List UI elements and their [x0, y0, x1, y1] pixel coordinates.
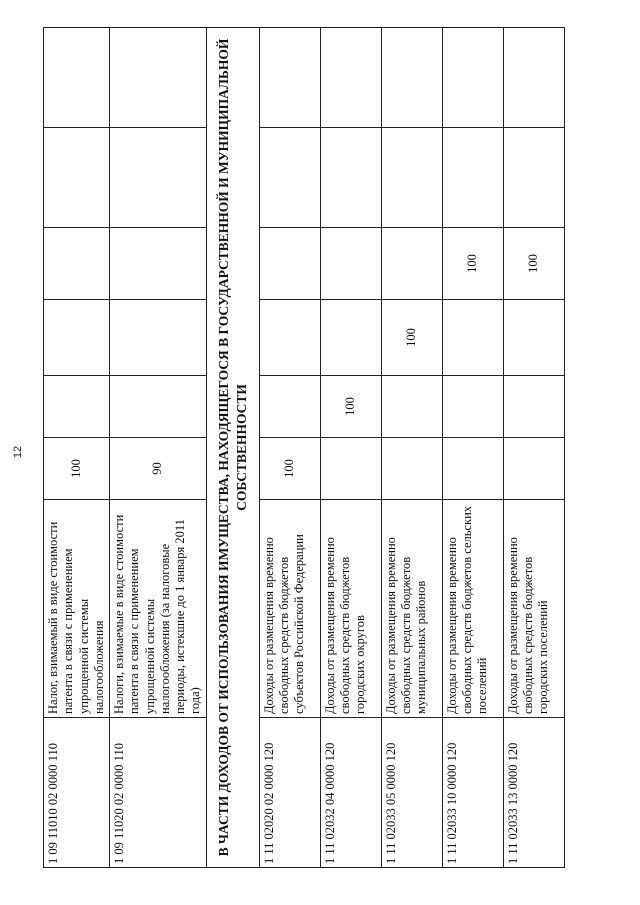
table-row: [44, 28, 110, 868]
value-cell: [110, 128, 207, 228]
value-cell: 100: [503, 228, 564, 300]
value-cell: [442, 438, 503, 500]
table-row: [259, 28, 320, 868]
value-cell: [320, 28, 381, 128]
kbk-code: 1 11 02033 10 0000 120: [442, 718, 503, 868]
value-cell: [44, 128, 110, 228]
kbk-code: 1 11 02020 02 0000 120: [259, 718, 320, 868]
kbk-code: 1 11 02033 05 0000 120: [381, 718, 442, 868]
value-cell: [503, 28, 564, 128]
table-row: [503, 28, 564, 868]
value-cell: 100: [259, 438, 320, 500]
value-cell: [320, 300, 381, 376]
value-cell: 90: [110, 438, 207, 500]
value-cell: [110, 300, 207, 376]
value-cell: [442, 128, 503, 228]
value-cell: [259, 300, 320, 376]
table-row: [442, 28, 503, 868]
revenue-name: Доходы от размещения временно свободных средств бюджетов субъектов Российской Федерации: [259, 500, 320, 718]
value-cell: [503, 300, 564, 376]
value-cell: [110, 228, 207, 300]
revenue-name: Доходы от размещения временно свободных средств бюджетов городских округов: [320, 500, 381, 718]
value-cell: [320, 228, 381, 300]
page-number: 12: [12, 445, 25, 459]
value-cell: [259, 28, 320, 128]
value-cell: [320, 438, 381, 500]
value-cell: [503, 376, 564, 438]
value-cell: [110, 28, 207, 128]
value-cell: [503, 128, 564, 228]
kbk-code: 1 09 11020 02 0000 110: [110, 718, 207, 868]
value-cell: [259, 228, 320, 300]
value-cell: [44, 28, 110, 128]
value-cell: [503, 438, 564, 500]
revenue-name: Доходы от размещения временно свободных средств бюджетов сельских поселений: [442, 500, 503, 718]
section-heading-row: [206, 28, 259, 868]
section-heading: В ЧАСТИ ДОХОДОВ ОТ ИСПОЛЬЗОВАНИЯ ИМУЩЕСТВА, НАХОДЯЩЕГОСЯ В ГОСУДАРСТВЕННОЙ И МУНИЦИПАЛЬНОЙ СОБСТВЕННОСТИ: [206, 28, 259, 868]
value-cell: [381, 28, 442, 128]
revenue-distribution-table: [43, 27, 565, 868]
value-cell: [110, 376, 207, 438]
revenue-name: Доходы от размещения временно свободных средств бюджетов муниципальных районов: [381, 500, 442, 718]
value-cell: [442, 300, 503, 376]
value-cell: [320, 128, 381, 228]
kbk-code: 1 11 02032 04 0000 120: [320, 718, 381, 868]
value-cell: 100: [44, 438, 110, 500]
value-cell: [381, 376, 442, 438]
table-row: [381, 28, 442, 868]
table-row: [320, 28, 381, 868]
value-cell: 100: [442, 228, 503, 300]
revenue-name: Доходы от размещения временно свободных средств бюджетов городских поселений: [503, 500, 564, 718]
value-cell: [381, 128, 442, 228]
kbk-code: 1 09 11010 02 0000 110: [44, 718, 110, 868]
value-cell: [259, 376, 320, 438]
value-cell: 100: [320, 376, 381, 438]
revenue-name: Налоги, взимаемые в виде стоимости патента в связи с применением упрощенной системы налогообложения (за налоговые периоды, истекшие до 1 января 2011 года): [110, 500, 207, 718]
value-cell: [381, 438, 442, 500]
table-row: [110, 28, 207, 868]
value-cell: [44, 376, 110, 438]
value-cell: [44, 300, 110, 376]
value-cell: [259, 128, 320, 228]
revenue-name: Налог, взимаемый в виде стоимости патента в связи с применением упрощенной системы налогообложения: [44, 500, 110, 718]
value-cell: [44, 228, 110, 300]
value-cell: [381, 228, 442, 300]
value-cell: [442, 28, 503, 128]
kbk-code: 1 11 02033 13 0000 120: [503, 718, 564, 868]
rotated-table-container: [43, 28, 553, 868]
value-cell: 100: [381, 300, 442, 376]
value-cell: [442, 376, 503, 438]
